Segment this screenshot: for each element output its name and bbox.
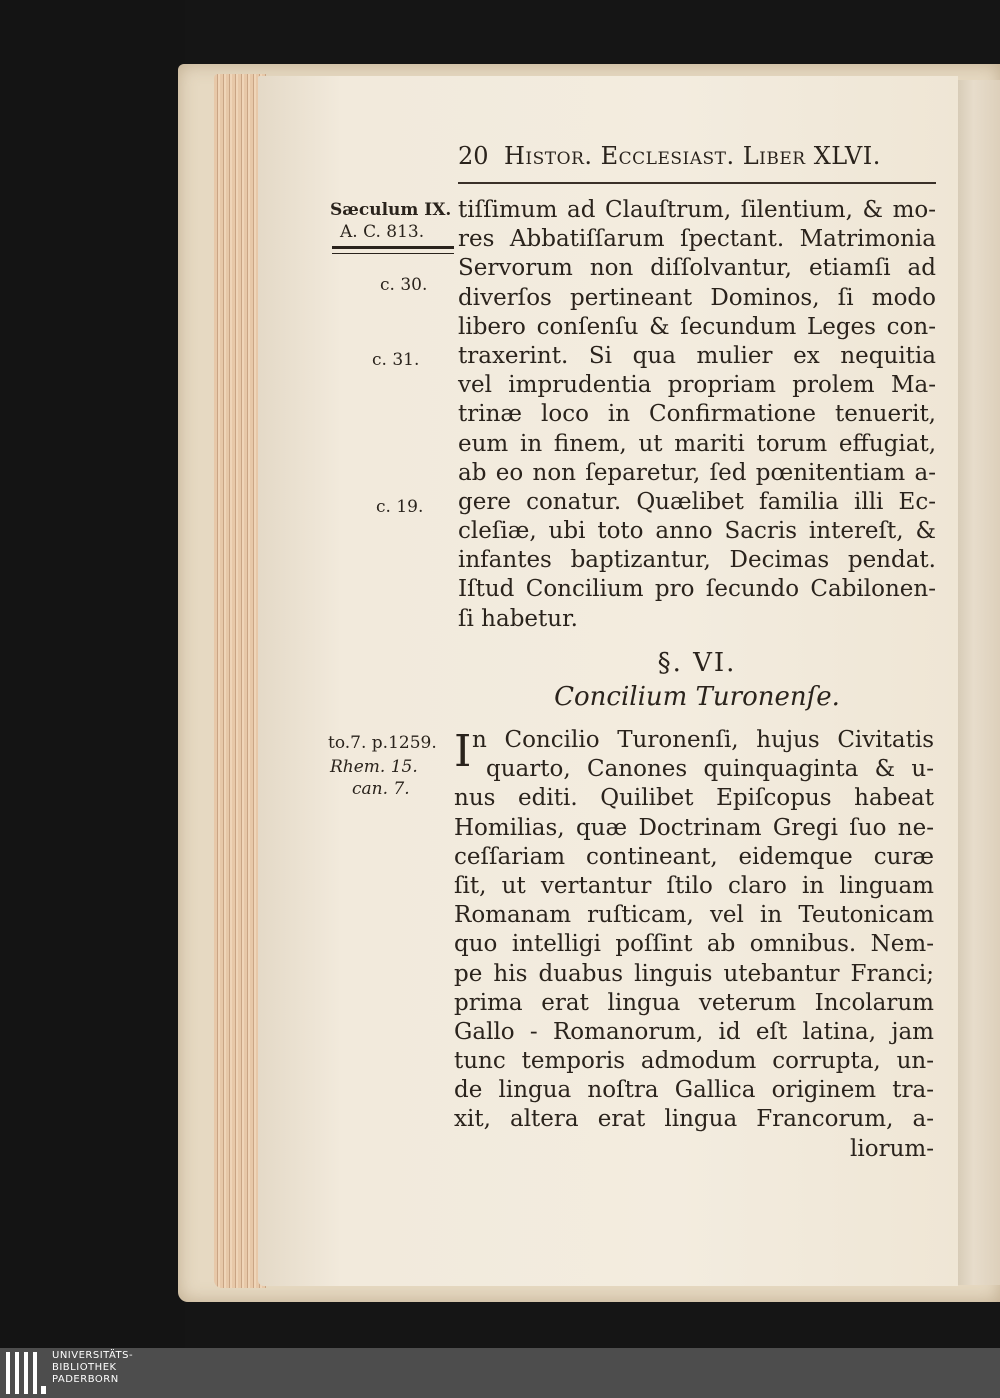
text-line: Gallo - Romanorum, id eſt latina, jam [454, 1018, 934, 1045]
margin-c30: c. 30. [380, 275, 428, 295]
text-line: nus editi. Quilibet Epiſcopus habeat [454, 785, 934, 812]
library-name-line2: BIBLIOTHEK [52, 1362, 117, 1373]
margin-saeculum: Sæculum IX. [330, 200, 452, 220]
section-number: §. VI. [657, 648, 737, 678]
margin-year: A. C. 813. [340, 222, 425, 242]
text-line: quarto, Canones quinquaginta & u- [486, 756, 934, 783]
text-line: ceſſariam contineant, eidemque curæ [454, 843, 934, 870]
facing-page-edge [956, 80, 1000, 1285]
text-line: libero conſenſu & ſecundum Leges con- [458, 313, 936, 340]
library-name-line1: UNIVERSITÄTS- [52, 1350, 134, 1361]
text-line: pe his duabus linguis utebantur Franci; [454, 960, 934, 987]
library-footer-bar [0, 1348, 1000, 1398]
text-line: traxerint. Si qua mulier ex nequitia [458, 342, 936, 369]
library-logo-icon [6, 1352, 46, 1394]
text-line: de lingua noſtra Gallica originem tra- [454, 1077, 934, 1104]
text-line: cleſiæ, ubi toto anno Sacris intereſt, & [458, 518, 936, 545]
background [0, 0, 185, 1348]
text-line: res Abbatiſſarum ſpectant. Matrimonia [458, 226, 936, 253]
text-line: Servorum non diſſolvantur, etiamſi ad [458, 255, 936, 282]
margin-ref-rhem: Rhem. 15. [330, 757, 418, 777]
text-line: eum in finem, ut mariti torum effugiat, [458, 430, 936, 457]
page-header [458, 142, 936, 176]
text-block-2 [454, 726, 934, 1164]
text-line: gere conatur. Quælibet familia illi Ec- [458, 488, 936, 515]
text-line: tiſſimum ad Clauſtrum, ſilentium, & mo- [458, 197, 936, 223]
text-line: trinæ loco in Confirmatione tenuerit, [458, 401, 936, 428]
drop-cap: I [454, 726, 472, 777]
text-line: n Concilio Turonenſi, hujus Civitatis [472, 727, 934, 753]
margin-ref-tomus: to.7. p.1259. [328, 733, 437, 753]
text-line: infantes baptizantur, Decimas pendat. [458, 547, 936, 574]
text-line: ab eo non ſeparetur, ſed pœnitentiam a- [458, 459, 936, 486]
text-line: quo intelligi poſſint ab omnibus. Nem- [454, 931, 934, 958]
library-name-line3: PADERBORN [52, 1374, 119, 1385]
margin-c31: c. 31. [372, 350, 420, 370]
page-number: 20 [458, 142, 489, 170]
text-line: Homilias, quæ Doctrinam Gregi ſuo ne- [454, 814, 934, 841]
text-line: Romanam ruſticam, vel in Teutonicam [454, 902, 934, 929]
text-line: Iſtud Concilium pro ſecundo Cabilonen- [458, 576, 936, 603]
margin-rule-thick [332, 246, 454, 249]
text-block-1 [458, 196, 936, 634]
text-line: ſi habetur. [458, 605, 578, 632]
text-line: diverſos pertineant Dominos, ſi modo [458, 284, 936, 311]
text-line: prima erat lingua veterum Incolarum [454, 989, 934, 1016]
text-line: ſit, ut vertantur ſtilo claro in linguam [454, 872, 934, 899]
margin-rule-thin [332, 253, 454, 254]
margin-c19: c. 19. [376, 497, 424, 517]
margin-ref-can: can. 7. [352, 779, 410, 799]
text-line: xit, altera erat lingua Francorum, a- [454, 1106, 934, 1133]
catchword: liorum- [850, 1135, 934, 1162]
text-line: tunc temporis admodum corrupta, un- [454, 1048, 934, 1075]
section-title: Concilium Turonenſe. [554, 682, 840, 712]
text-line: vel imprudentia propriam prolem Ma- [458, 372, 936, 399]
header-rule [458, 182, 936, 184]
running-head: Histor. Ecclesiast. Liber XLVI. [504, 142, 881, 170]
